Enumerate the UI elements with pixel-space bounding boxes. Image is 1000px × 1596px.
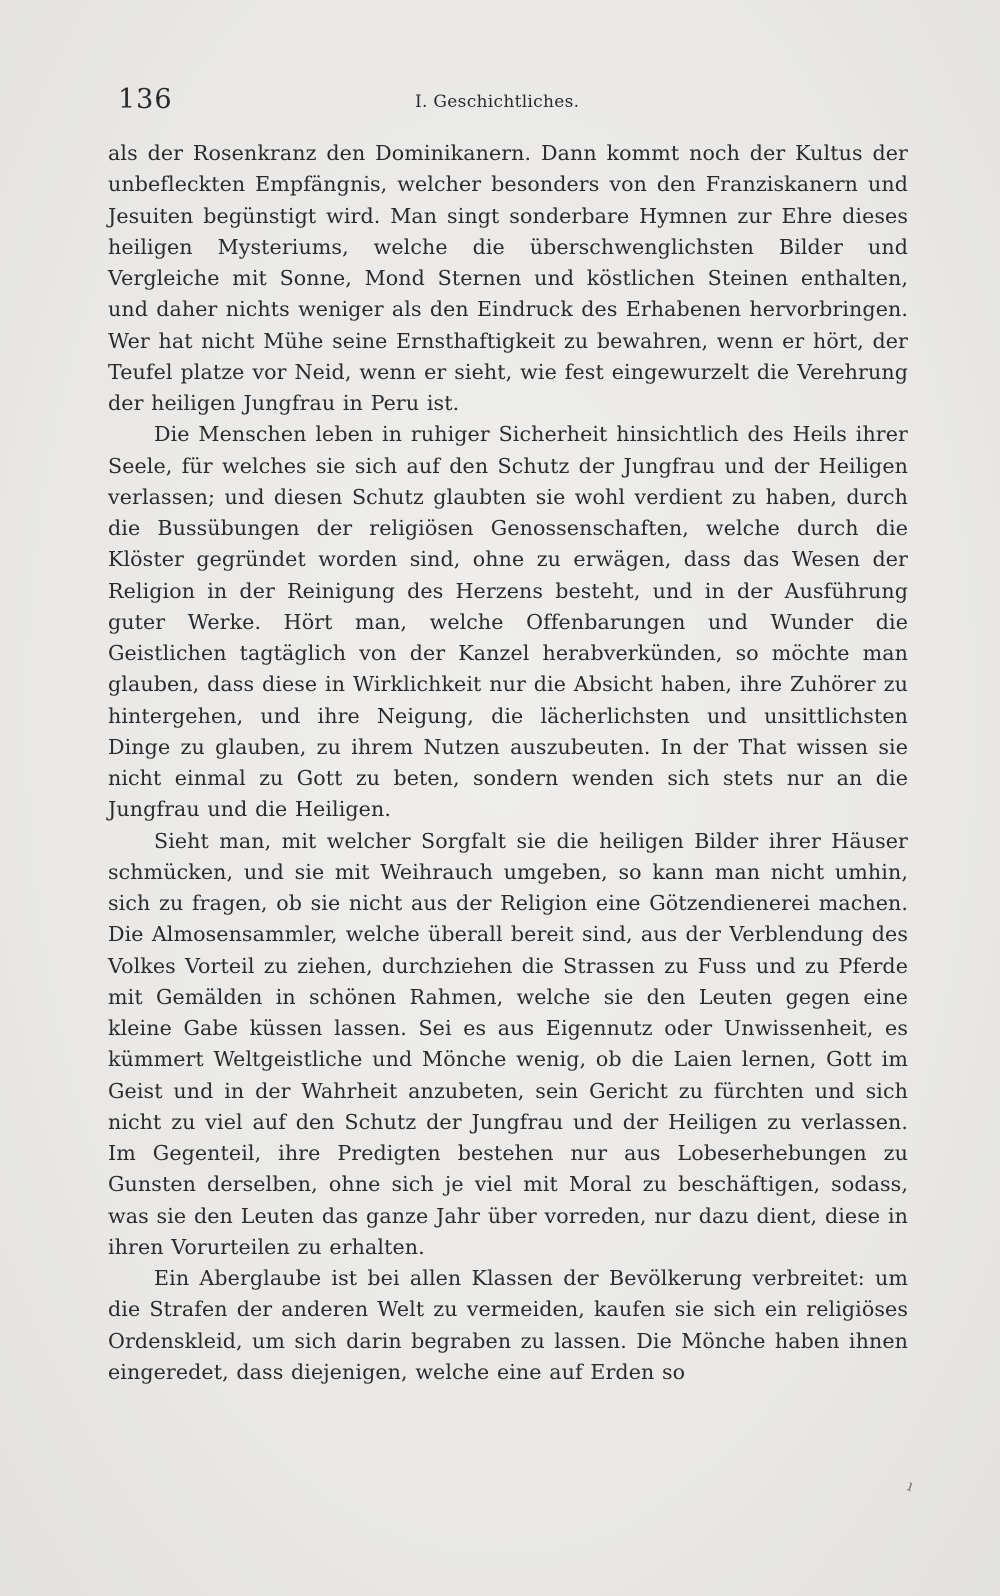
paragraph: Die Menschen leben in ruhiger Sicherheit hinsichtlich des Heils ihrer Seele, für welches sie sich auf den Schutz der Jungfrau und der Heiligen verlassen; und diesen Schutz glaubten sie wohl verdient zu haben, durch die Bussübungen der religiösen Genossenschaften, welche durch die Klöster gegründet worden sind, ohne zu erwägen, dass das Wesen der Religion in der Reinigung des Herzens besteht, und in der Ausführung guter Werke. Hört man, welche Offenbarungen und Wunder die Geistlichen tagtäglich von der Kanzel herabverkünden, so möchte man glauben, dass diese in Wirklichkeit nur die Absicht haben, ihre Zuhörer zu hintergehen, und ihre Neigung, die lächerlichsten und unsittlichsten Dinge zu glauben, zu ihrem Nutzen auszubeuten. In der That wissen sie nicht einmal zu Gott zu beten, sondern wenden sich stets nur an die Jungfrau und die Heiligen.: [108, 422, 908, 822]
paragraph: Ein Aberglaube ist bei allen Klassen der Bevölkerung verbreitet: um die Strafen der anderen Welt zu vermeiden, kaufen sie sich ein religiöses Ordenskleid, um sich darin begraben zu lassen. Die Mönche haben ihnen eingeredet, dass diejenigen, welche eine auf Erden so: [108, 1266, 908, 1384]
paragraph: als der Rosenkranz den Dominikanern. Dann kommt noch der Kultus der unbefleckten Empfängnis, welcher besonders von den Franziskanern und Jesuiten begünstigt wird. Man singt sonderbare Hymnen zur Ehre dieses heiligen Mysteriums, welche die überschwenglichsten Bilder und Vergleiche mit Sonne, Mond Sternen und köstlichen Steinen enthalten, und daher nichts weniger als den Eindruck des Erhabenen hervorbringen. Wer hat nicht Mühe seine Ernsthaftigkeit zu bewahren, wenn er hört, der Teufel platze vor Neid, wenn er sieht, wie fest eingewurzelt die Verehrung der heiligen Jungfrau in Peru ist.: [108, 141, 908, 415]
page-number: 136: [118, 84, 173, 115]
body-text: [108, 138, 908, 1388]
paragraph: Sieht man, mit welcher Sorgfalt sie die heiligen Bilder ihrer Häuser schmücken, und sie mit Weihrauch umgeben, so kann man nicht umhin, sich zu fragen, ob sie nicht aus der Religion eine Götzendienerei machen. Die Almosensammler, welche überall bereit sind, aus der Verblendung des Volkes Vorteil zu ziehen, durchziehen die Strassen zu Fuss und zu Pferde mit Gemälden in schönen Rahmen, welche sie den Leuten gegen eine kleine Gabe küssen lassen. Sei es aus Eigennutz oder Unwissenheit, es kümmert Weltgeistliche und Mönche wenig, ob die Laien lernen, Gott im Geist und in der Wahrheit anzubeten, sein Gericht zu fürchten und sich nicht zu viel auf den Schutz der Jungfrau und der Heiligen zu verlassen. Im Gegenteil, ihre Predigten bestehen nur aus Lobeserhebungen zu Gunsten derselben, ohne sich je viel mit Moral zu beschäftigen, sodass, was sie den Leuten das ganze Jahr über vorreden, nur dazu dient, diese in ihren Vorurteilen zu erhalten.: [108, 828, 908, 1259]
running-head: I. Geschichtliches.: [415, 92, 580, 112]
margin-pencil-mark: ı: [904, 1475, 917, 1496]
page-header: [118, 84, 918, 124]
